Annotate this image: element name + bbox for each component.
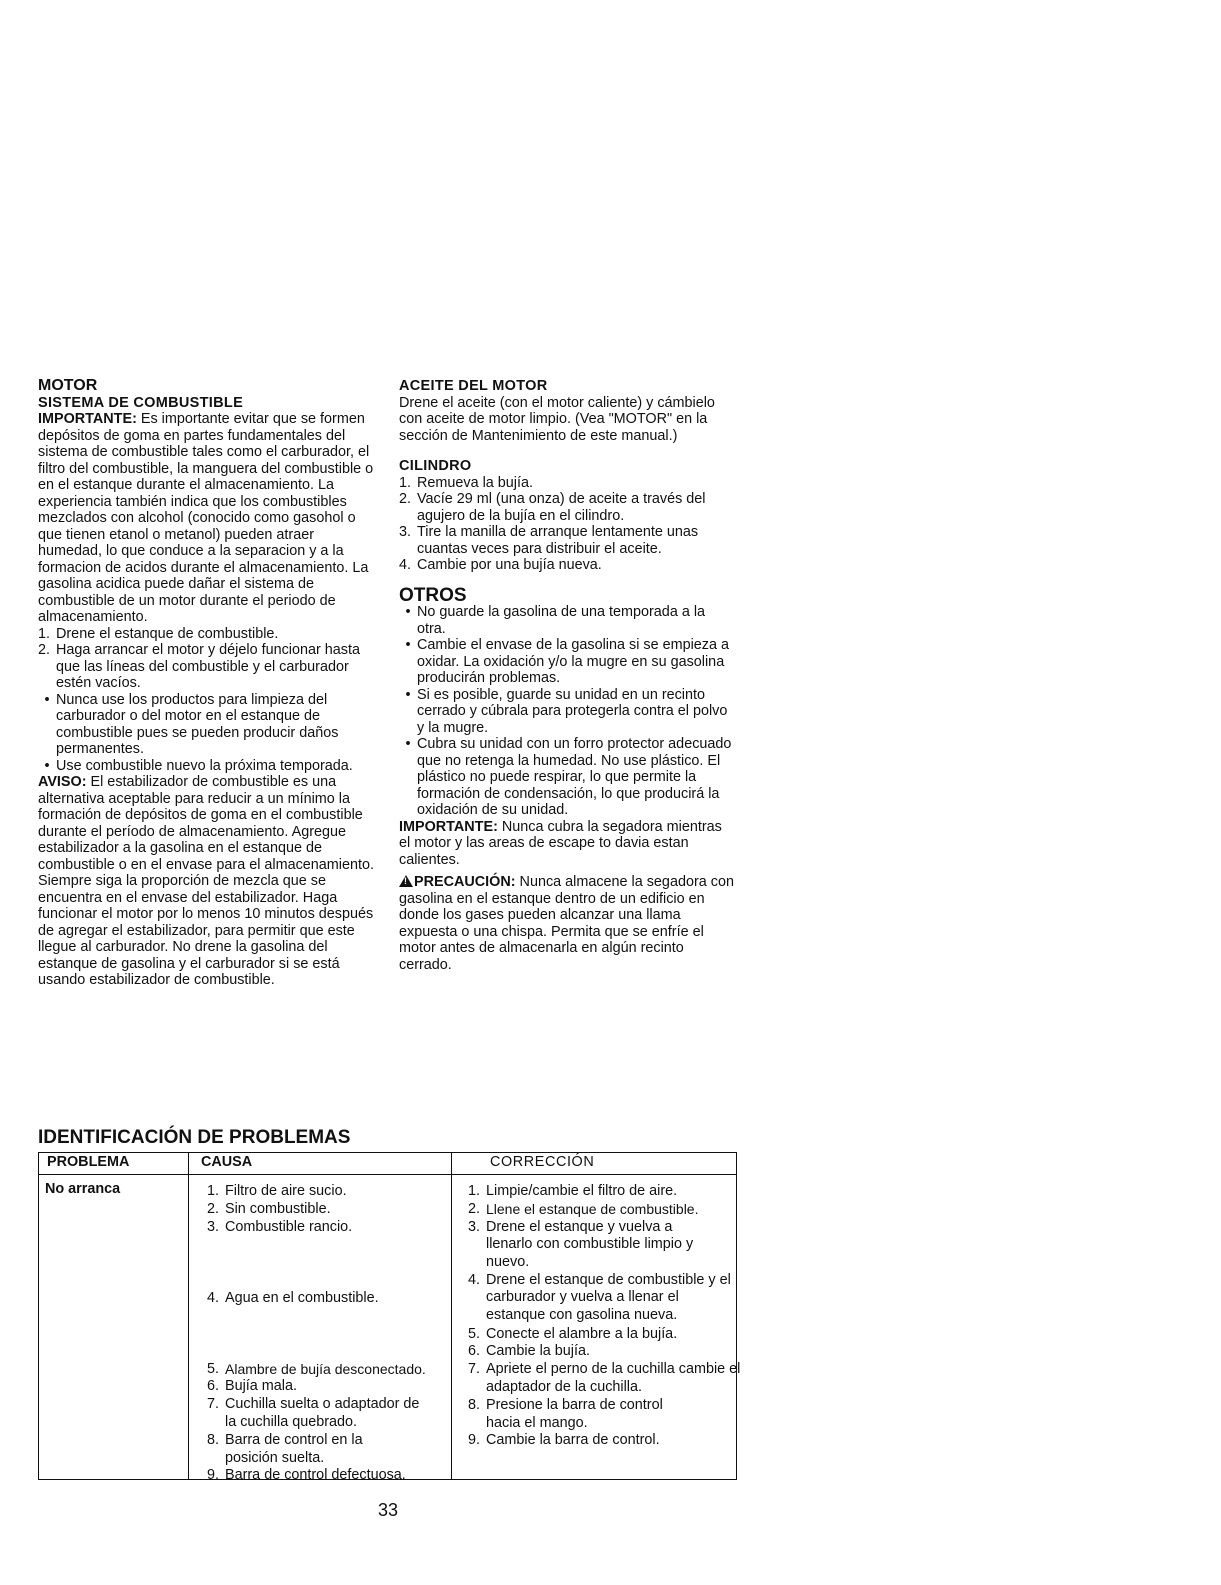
list-item: 1. Drene el estanque de combustible. (38, 625, 279, 642)
importante-label: IMPORTANTE: (38, 411, 137, 427)
cause-column (188, 1153, 451, 1484)
list-item: 3. Tire la manilla de arranque lentamente unas cuantas veces para distribuir el aceite. (399, 524, 699, 557)
page-number: 33 (378, 1500, 399, 1520)
cause-list (189, 1175, 451, 1485)
list-item: • Cambie el envase de la gasolina si se empieza a oxidar. La oxidación y/o la mugre en su gasolina producirán problemas. (405, 637, 729, 686)
table-row: 4. Agua en el combustible. (206, 1289, 379, 1306)
table-row: 2. Llene el estanque de combustible. (467, 1200, 699, 1217)
table-row: 1. Filtro de aire sucio. (206, 1183, 347, 1199)
precaucion-label: PRECAUCIÓN: (414, 874, 516, 890)
fuel-bullets-list (38, 692, 376, 775)
aviso-text: El estabilizador de combustible es una alternativa aceptable para reducir a un mínimo la formación de depósitos de goma en el combustible durante el período de almacenamiento. Agregue estabilizador a la gasolina en el estanque de combustible o en el envase para el almacenamiento. Siempre siga la proporción de mezcla que se encuentra en el envase del estabilizador. Haga funcionar el motor por lo menos 10 minutos después de agregar el estabilizador, para permitir que este llegue al carburador. No drene la gasolina del estanque de gasolina y el carburador si se está usando estabilizador de combustible. (38, 774, 374, 988)
table-row: 9. Barra de control defectuosa. (206, 1467, 406, 1484)
aviso-paragraph (38, 774, 376, 989)
list-item: 4. Cambie por una bujía nueva. (399, 557, 602, 573)
right-column (399, 378, 737, 973)
cylinder-heading: CILINDRO (399, 458, 472, 474)
problem-column (39, 1153, 188, 1479)
troubleshooting-table (38, 1152, 741, 1484)
table-row: 5. Conecte el alambre a la bujía. (467, 1325, 678, 1342)
list-item: • Nunca use los productos para limpieza del carburador o del motor en el estanque de combustible pues se pueden producir daños permanentes. (44, 691, 339, 757)
cause-header: CAUSA (189, 1153, 451, 1175)
importante-text: Es importante evitar que se formen depósitos de goma en partes fundamentales del sistema de combustible tales como el carburador, el filtro del combustible, la manguera del combustible o en el estanque durante el almacenamiento. La experiencia también indica que los combustibles mezclados con alcohol (conocido como gasohol o que tienen etanol o metanol) pueden atraer humedad, lo que conduce a la separacion y a la formacion de acidos durante el almacenamiento. La gasolina acidica puede dañar el sistema de combustible de un motor durante el periodo de almacenamiento. (38, 411, 374, 625)
left-column (38, 378, 376, 989)
aviso-label: AVISO: (38, 774, 87, 790)
problem-header: PROBLEMA (39, 1153, 188, 1175)
motor-heading: MOTOR (38, 377, 98, 394)
cylinder-steps-list (399, 475, 737, 574)
warning-icon (399, 875, 413, 887)
table-row: 6. Bujía mala. (206, 1378, 297, 1395)
correction-header: CORRECCIÓN (452, 1153, 736, 1175)
importante-label: IMPORTANTE: (399, 818, 498, 835)
table-row: 1. Limpie/cambie el filtro de aire. (467, 1183, 678, 1199)
fuel-system-heading: SISTEMA DE COMBUSTIBLE (38, 394, 244, 411)
table-row: 8. Barra de control en la posición suelta. (206, 1431, 363, 1466)
table-row: 3. Combustible rancio. (206, 1218, 353, 1235)
correction-column (451, 1153, 741, 1479)
table-row: 2. Sin combustible. (206, 1200, 331, 1217)
problem-cell: No arranca (45, 1181, 121, 1197)
table-row: 5. Alambre de bujía desconectado. (206, 1360, 426, 1377)
list-item: • Cubra su unidad con un forro protector adecuado que no retenga la humedad. No use plástico. El plástico no puede respirar, lo que permite la formación de condensación, lo que producirá la oxidación de su unidad. (405, 736, 732, 818)
engine-oil-text: Drene el aceite (con el motor caliente) y cámbielo con aceite de motor limpio. (Vea "MOTOR" en la sección de Mantenimiento de este manual.) (399, 394, 715, 444)
list-item: • Use combustible nuevo la próxima temporada. (44, 757, 353, 774)
table-row: 7. Apriete el perno de la cuchilla cambie el adaptador de la cuchilla. (467, 1361, 741, 1395)
table-row: 9. Cambie la barra de control. (467, 1432, 660, 1449)
precaucion-paragraph (399, 874, 737, 973)
correction-list (452, 1175, 741, 1450)
fuel-steps-list (38, 626, 376, 692)
list-item: • Si es posible, guarde su unidad en un recinto cerrado y cúbrala para protegerla contra el polvo y la mugre. (405, 686, 728, 736)
list-item: • No guarde la gasolina de una temporada a la otra. (405, 604, 706, 637)
otros-bullets-list (399, 604, 737, 819)
list-item: 1. Remueva la bujía. (399, 474, 533, 491)
table-row: 6. Cambie la bujía. (467, 1343, 590, 1360)
table-row: 7. Cuchilla suelta o adaptador de la cuchilla quebrado. (206, 1396, 420, 1430)
troubleshooting-title: IDENTIFICACIÓN DE PROBLEMAS (38, 1127, 351, 1148)
importante-text: Nunca cubra la segadora mientras el motor y las areas de escape to davia estan calientes. (399, 818, 722, 868)
table-row: 4. Drene el estanque de combustible y el carburador y vuelva a llenar el estanque con gasolina nueva. (467, 1271, 731, 1324)
precaucion-text: Nunca almacene la segadora con gasolina en el estanque dentro de un edificio en donde los gases pueden alcanzar una llama expuesta o una chispa. Permita que se enfríe el motor antes de almacenarla en algún recinto cerrado. (399, 874, 734, 973)
engine-oil-heading: ACEITE DEL MOTOR (399, 378, 548, 394)
list-item: 2. Vacíe 29 ml (una onza) de aceite a través del agujero de la bujía en el cilindro. (399, 491, 706, 524)
importante-cover-paragraph (399, 819, 737, 869)
importante-paragraph (38, 411, 376, 626)
table-row: 8. Presione la barra de control hacia el mango. (467, 1396, 663, 1431)
list-item: 2. Haga arrancar el motor y déjelo funcionar hasta que las líneas del combustible y el carburador estén vacíos. (38, 642, 360, 691)
table-row: 3. Drene el estanque y vuelva a llenarlo con combustible limpio y nuevo. (467, 1218, 694, 1271)
otros-heading: OTROS (399, 584, 467, 606)
